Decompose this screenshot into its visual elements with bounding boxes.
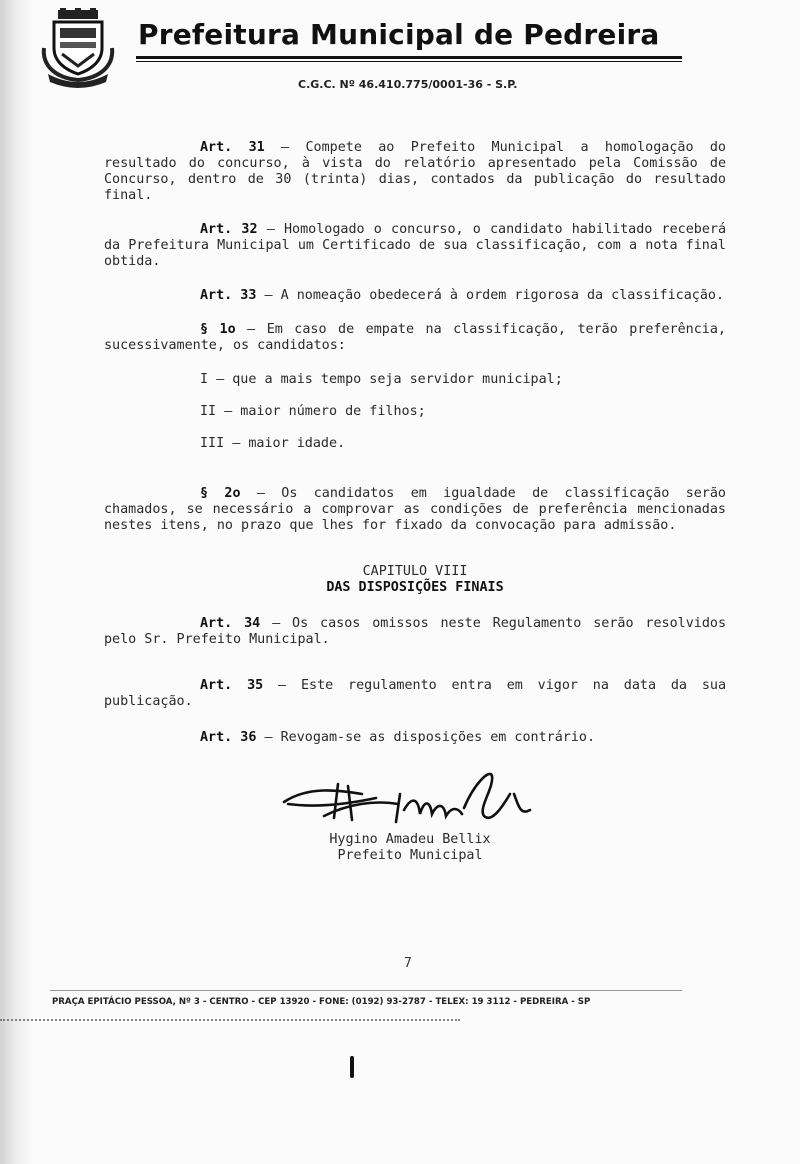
page-number: 7 bbox=[404, 956, 412, 971]
footer-divider bbox=[50, 990, 682, 991]
municipal-coat-of-arms-icon bbox=[40, 8, 116, 90]
signatory bbox=[310, 832, 510, 864]
article-32 bbox=[104, 222, 726, 270]
article-text: – Este regulamento entra em vigor na data da sua publicação. bbox=[104, 678, 727, 709]
chapter-number: CAPITULO VIII bbox=[362, 564, 468, 579]
article-35 bbox=[104, 678, 726, 710]
footer-address: PRAÇA EPITÁCIO PESSOA, Nº 3 - CENTRO - CEP 13920 - FONE: (0192) 93-2787 - TELEX: 19 3112 - PEDREIRA - SP bbox=[52, 997, 591, 1007]
list-item: II – maior número de filhos; bbox=[200, 404, 426, 419]
paragraph-1 bbox=[104, 322, 726, 354]
article-label: Art. 34 bbox=[200, 616, 261, 631]
article-33 bbox=[104, 288, 726, 304]
paragraph-label: § 1o bbox=[200, 322, 236, 337]
article-text: – Homologado o concurso, o candidato habilitado receberá da Prefeitura Municipal um Certificado de sua classificação, com a nota final obtida. bbox=[104, 222, 727, 269]
page-title: Prefeitura Municipal de Pedreira bbox=[138, 18, 660, 51]
paragraph-label: § 2o bbox=[200, 486, 241, 501]
article-36 bbox=[104, 730, 726, 746]
list-item: I – que a mais tempo seja servidor municipal; bbox=[200, 372, 563, 387]
handwritten-signature-icon bbox=[278, 764, 540, 836]
article-text: – Os casos omissos neste Regulamento serão resolvidos pelo Sr. Prefeito Municipal. bbox=[104, 616, 727, 647]
chapter-title: DAS DISPOSIÇÕES FINAIS bbox=[326, 580, 504, 595]
article-label: Art. 32 bbox=[200, 222, 258, 237]
paragraph-text: – Em caso de empate na classificação, terão preferência, sucessivamente, os candidatos: bbox=[104, 322, 726, 353]
article-label: Art. 36 bbox=[200, 730, 257, 745]
title-underline bbox=[136, 56, 682, 59]
chapter-heading bbox=[104, 564, 726, 596]
article-text: – Revogam-se as disposições em contrário. bbox=[256, 730, 596, 745]
list-item: III – maior idade. bbox=[200, 436, 346, 451]
article-text: – Compete ao Prefeito Municipal a homologação do resultado do concurso, à vista do relatório apresentado pela Comissão de Concurso, dentro de 30 (trinta) dias, contados da publicação do resultado final. bbox=[104, 140, 726, 203]
paragraph-2 bbox=[104, 486, 726, 534]
signatory-name: Hygino Amadeu Bellix bbox=[329, 832, 491, 847]
title-underline-thin bbox=[136, 61, 682, 62]
article-label: Art. 31 bbox=[200, 140, 265, 155]
document-body bbox=[104, 140, 726, 764]
paragraph-text: – Os candidatos em igualdade de classificação serão chamados, se necessário a comprovar as condições de preferência mencionadas nestes itens, no prazo que lhes for fixado da convocação para admissão. bbox=[104, 486, 726, 533]
scan-shadow bbox=[0, 0, 34, 1164]
signatory-role: Prefeito Municipal bbox=[337, 848, 483, 863]
article-text: – A nomeação obedecerá à ordem rigorosa da classificação. bbox=[256, 288, 725, 303]
article-34 bbox=[104, 616, 726, 648]
scan-artifact-mark bbox=[350, 1056, 354, 1078]
article-label: Art. 33 bbox=[200, 288, 257, 303]
cgc-registration: C.G.C. Nº 46.410.775/0001-36 - S.P. bbox=[298, 78, 518, 91]
scan-artifact-line bbox=[0, 1019, 460, 1021]
article-31 bbox=[104, 140, 726, 204]
article-label: Art. 35 bbox=[200, 678, 264, 693]
